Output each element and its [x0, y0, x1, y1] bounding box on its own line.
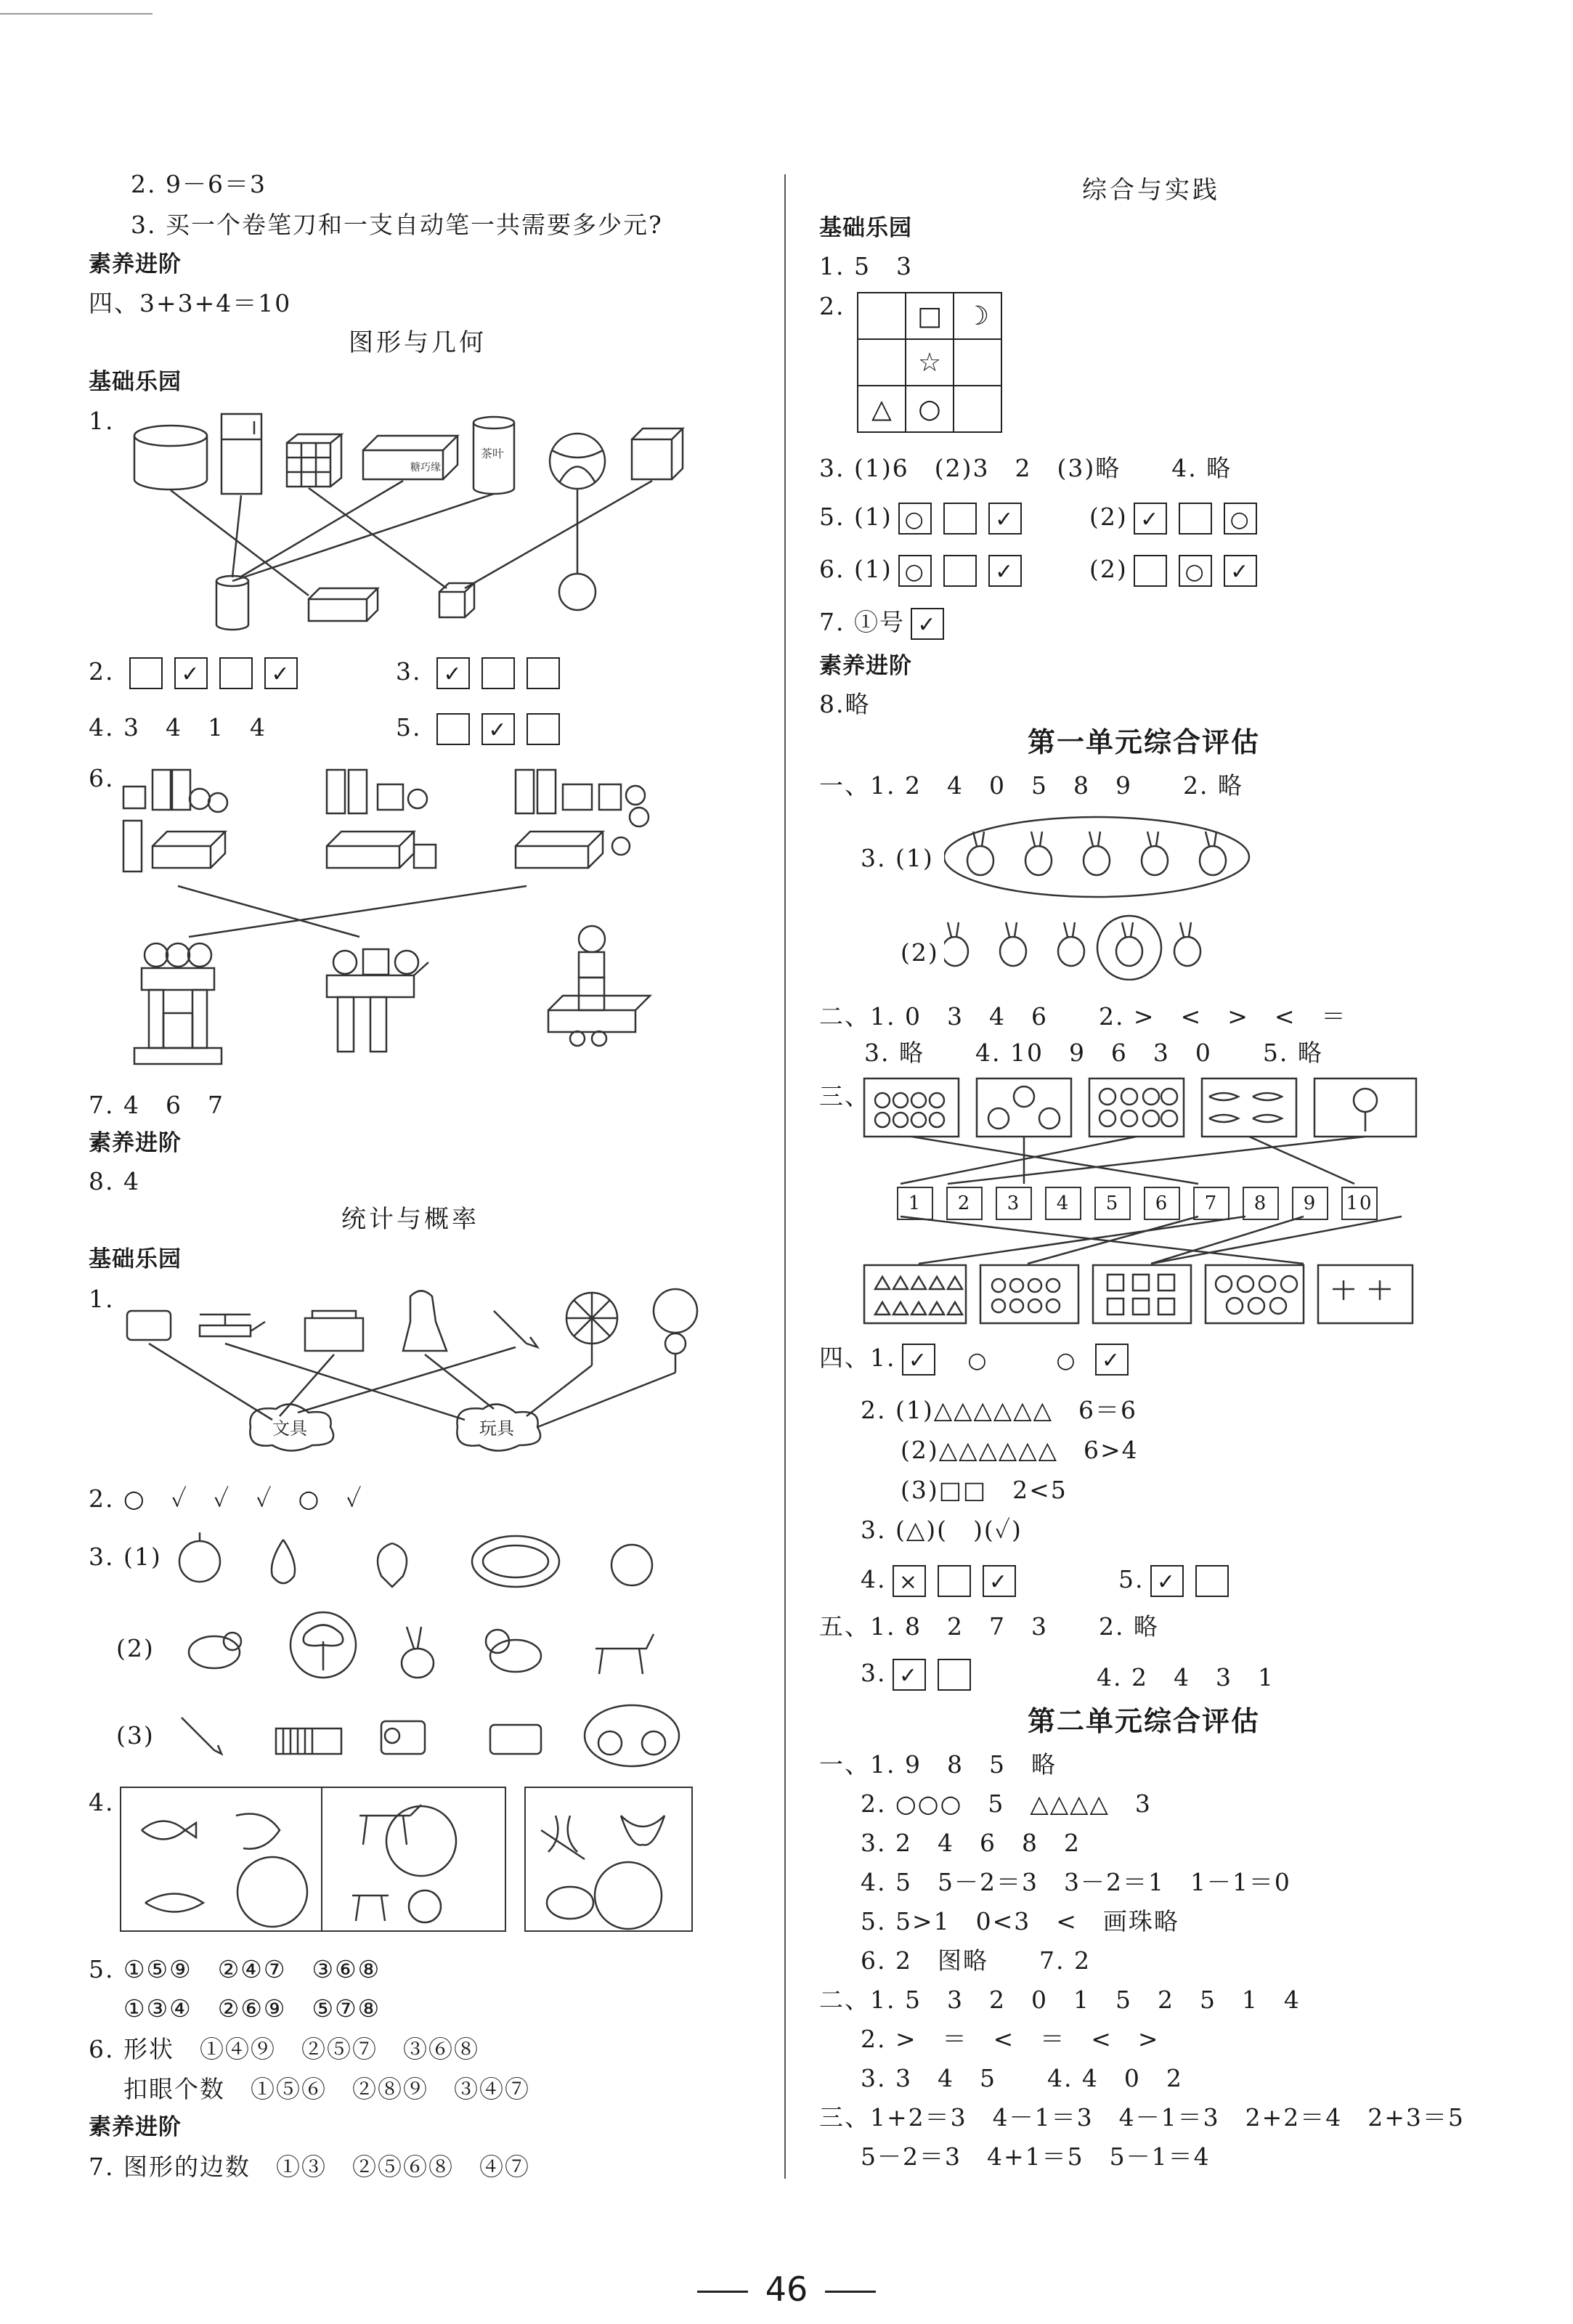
- answer-box: ×: [893, 1565, 926, 1597]
- answer-symbol: ○: [967, 1348, 988, 1373]
- answer-box: [1179, 503, 1212, 535]
- answer-line: (3): [116, 1721, 155, 1750]
- number-box: 8: [1243, 1187, 1279, 1220]
- answer-line: 3. 2 4 6 8 2: [861, 1829, 1081, 1857]
- answer-line: 3. (△)( )(✓): [861, 1516, 1023, 1544]
- number-box: 5: [1094, 1187, 1131, 1220]
- answer-line: 4. 3 4 1 4: [89, 713, 267, 742]
- section-heading: 基础乐园: [89, 369, 182, 395]
- answer-line: 2. > ＝ < ＝ < >: [861, 2025, 1160, 2053]
- answer-line: ①③④ ②⑥⑨ ⑤⑦⑧: [123, 1994, 381, 2023]
- answer-line: 7. 图形的边数 ①③ ②⑤⑥⑧ ④⑦: [89, 2153, 530, 2181]
- number-box: 7: [1193, 1187, 1229, 1220]
- section-title: 图形与几何: [349, 328, 487, 357]
- number-box: 9: [1292, 1187, 1328, 1220]
- answer-box: ✓: [1224, 555, 1257, 587]
- section-heading: 基础乐园: [819, 215, 912, 241]
- grid-cell: [858, 339, 906, 386]
- question-4-4: 4. × ✓: [861, 1564, 1022, 1597]
- question-4-5: 5. ✓: [1118, 1564, 1235, 1597]
- unit-title: 第一单元综合评估: [1028, 726, 1261, 758]
- cloud-label-toys: 玩具: [479, 1418, 514, 1439]
- answer-line: 5. ①⑤⑨ ②④⑦ ③⑥⑧: [89, 1955, 381, 1983]
- answer-line: 8.略: [819, 690, 871, 718]
- answer-box: ✓: [911, 608, 944, 640]
- answer-line: 3. 略 4. 10 9 6 3 0 5. 略: [864, 1039, 1323, 1067]
- animal-row-figure: [174, 1605, 683, 1685]
- answer-box: [527, 657, 560, 689]
- section-heading: 素养进阶: [819, 653, 912, 679]
- answer-line: (2)△△△△△△ 6>4: [901, 1436, 1139, 1464]
- answer-line: 2. ○ ✓ ✓ ✓ ○ ✓: [89, 1484, 363, 1513]
- classification-figure: [123, 1282, 719, 1467]
- top-rule: [0, 13, 153, 15]
- answer-line: 3. 3 4 5 4. 4 0 2: [861, 2064, 1183, 2092]
- grid-cell: ☆: [906, 339, 954, 386]
- answer-box: [1134, 555, 1167, 587]
- question-number: 1.: [89, 1285, 115, 1313]
- page-number: 46: [0, 2270, 1573, 2309]
- unit-title: 第二单元综合评估: [1028, 1705, 1261, 1737]
- grid-cell: ☽: [954, 293, 1001, 339]
- answer-box: [481, 657, 515, 689]
- answer-box: ✓: [988, 503, 1022, 535]
- answer-box: ○: [898, 503, 932, 535]
- answer-line: 4. 2 4 3 1: [1097, 1663, 1275, 1691]
- answer-box: [436, 713, 470, 745]
- answer-box: ○: [1179, 555, 1212, 587]
- answer-line: 2. 9－6＝3: [131, 170, 267, 198]
- answer-box: ✓: [893, 1659, 926, 1691]
- answer-box: ✓: [174, 657, 208, 689]
- answer-line: 五、1. 8 2 7 3 2. 略: [819, 1612, 1159, 1641]
- section-heading: 素养进阶: [89, 2114, 182, 2140]
- answer-box: [943, 555, 977, 587]
- animal-groups-figure: [120, 1787, 694, 1932]
- answer-box: ○: [1224, 503, 1257, 535]
- answer-line: 二、1. 5 3 2 0 1 5 2 5 1 4: [819, 1986, 1301, 2014]
- grid-cell: ○: [906, 386, 954, 432]
- answer-symbol: ○: [1056, 1348, 1077, 1373]
- answer-box: [938, 1659, 971, 1691]
- answer-line: 7. 4 6 7: [89, 1091, 224, 1119]
- rabbit-figure: [944, 813, 1322, 980]
- answer-box: [219, 657, 253, 689]
- answer-line: 3. (1)6 (2)3 2 (3)略 4. 略: [819, 454, 1232, 482]
- answer-line: 扣眼个数 ①⑤⑥ ②⑧⑨ ③④⑦: [123, 2075, 530, 2103]
- school-items-row-figure: [174, 1696, 683, 1768]
- number-box: 1: [897, 1187, 933, 1220]
- question-5: 5. (1) ○ ✓: [819, 501, 1028, 535]
- answer-line: 一、1. 2 4 0 5 8 9 2. 略: [819, 771, 1243, 800]
- question-5: 5. ✓: [396, 712, 566, 745]
- answer-line: 5. 5>1 0<3 < 画珠略: [861, 1907, 1179, 1935]
- answer-line: 3. (1): [861, 844, 934, 872]
- question-5-3: 3. ✓: [861, 1657, 977, 1691]
- dash: [825, 2291, 876, 2293]
- answer-line: (3)□□ 2<5: [901, 1476, 1068, 1504]
- question-number: 1.: [89, 407, 115, 435]
- answer-box: ✓: [264, 657, 298, 689]
- answer-line: 2. (1)△△△△△△ 6＝6: [861, 1396, 1137, 1424]
- shape-grid: [857, 292, 1002, 433]
- question-number: 4.: [89, 1788, 115, 1816]
- grid-cell: □: [906, 293, 954, 339]
- question-number: 三、: [819, 1082, 870, 1110]
- answer-line: 1. 5 3: [819, 252, 913, 280]
- answer-line: 二、1. 0 3 4 6 2. > < > < ＝: [819, 1002, 1347, 1031]
- answer-box: ✓: [436, 657, 470, 689]
- answer-box: ✓: [1095, 1344, 1129, 1376]
- answer-box: ○: [898, 555, 932, 587]
- number-box: 6: [1144, 1187, 1180, 1220]
- answer-line: 6. 2 图略 7. 2: [861, 1946, 1091, 1975]
- answer-box: [943, 503, 977, 535]
- answer-line: 2. ○○○ 5 △△△△ 3: [861, 1789, 1152, 1818]
- answer-line: 4. 5 5－2＝3 3－2＝1 1－1＝0: [861, 1868, 1291, 1896]
- fruit-row-figure: [174, 1521, 683, 1594]
- box-label: 糖巧缘: [410, 462, 441, 474]
- answer-line: 四、3+3+4＝10: [89, 289, 292, 317]
- block-building-figure: [120, 759, 715, 1071]
- answer-line: (2): [901, 938, 939, 967]
- section-title: 统计与概率: [341, 1205, 479, 1234]
- answer-line: 一、1. 9 8 5 略: [819, 1750, 1057, 1779]
- tin-label: 茶叶: [481, 447, 505, 460]
- answer-line: 3. 买一个卷笔刀和一支自动笔一共需要多少元?: [131, 211, 663, 239]
- grid-cell: △: [858, 386, 906, 432]
- answer-box: [938, 1565, 971, 1597]
- cloud-label-stationery: 文具: [272, 1418, 307, 1439]
- grid-cell: [954, 386, 1001, 432]
- grid-cell: [954, 339, 1001, 386]
- answer-line: 3. (1): [89, 1543, 162, 1571]
- question-4-1: 四、1. ✓ ○ ○ ✓: [819, 1342, 1134, 1376]
- answer-box: [527, 713, 560, 745]
- section-heading: 基础乐园: [89, 1246, 182, 1272]
- answer-box: [1195, 1565, 1229, 1597]
- question-6: 6. (1) ○ ✓: [819, 553, 1028, 587]
- solid-matching-figure: [123, 407, 704, 632]
- answer-box: ✓: [988, 555, 1022, 587]
- answer-line: 5－2＝3 4+1＝5 5－1＝4: [861, 2142, 1211, 2171]
- answer-line: 三、1+2＝3 4－1＝3 4－1＝3 2+2＝4 2+3＝5: [819, 2103, 1465, 2132]
- answer-box: ✓: [1150, 1565, 1184, 1597]
- section-heading: 素养进阶: [89, 251, 182, 277]
- question-6-part-2: (2) ○ ✓: [1089, 553, 1263, 587]
- question-3: 3. ✓: [396, 656, 566, 689]
- answer-box: ✓: [902, 1344, 935, 1376]
- answer-line: (2): [116, 1634, 155, 1662]
- column-divider: [784, 174, 786, 2179]
- question-5-part-2: (2) ✓ ○: [1089, 501, 1263, 535]
- dash: [697, 2291, 748, 2293]
- number-box: 3: [996, 1187, 1032, 1220]
- question-7: 7. ①号 ✓: [819, 606, 950, 640]
- number-box: 10: [1341, 1187, 1378, 1220]
- section-heading: 素养进阶: [89, 1130, 182, 1156]
- answer-box: ✓: [983, 1565, 1016, 1597]
- answer-box: ✓: [481, 713, 515, 745]
- answer-line: 6. 形状 ①④⑨ ②⑤⑦ ③⑥⑧: [89, 2035, 479, 2063]
- answer-line: 8. 4: [89, 1167, 140, 1195]
- question-number: 6.: [89, 764, 115, 792]
- answer-box: [129, 657, 163, 689]
- question-number: 2.: [819, 292, 845, 320]
- question-2: 2. ✓ ✓: [89, 656, 304, 689]
- section-title: 综合与实践: [1082, 176, 1220, 205]
- grid-cell: [858, 293, 906, 339]
- number-row: [897, 1185, 1391, 1220]
- number-box: 2: [946, 1187, 983, 1220]
- number-box: 4: [1045, 1187, 1081, 1220]
- answer-box: ✓: [1134, 503, 1167, 535]
